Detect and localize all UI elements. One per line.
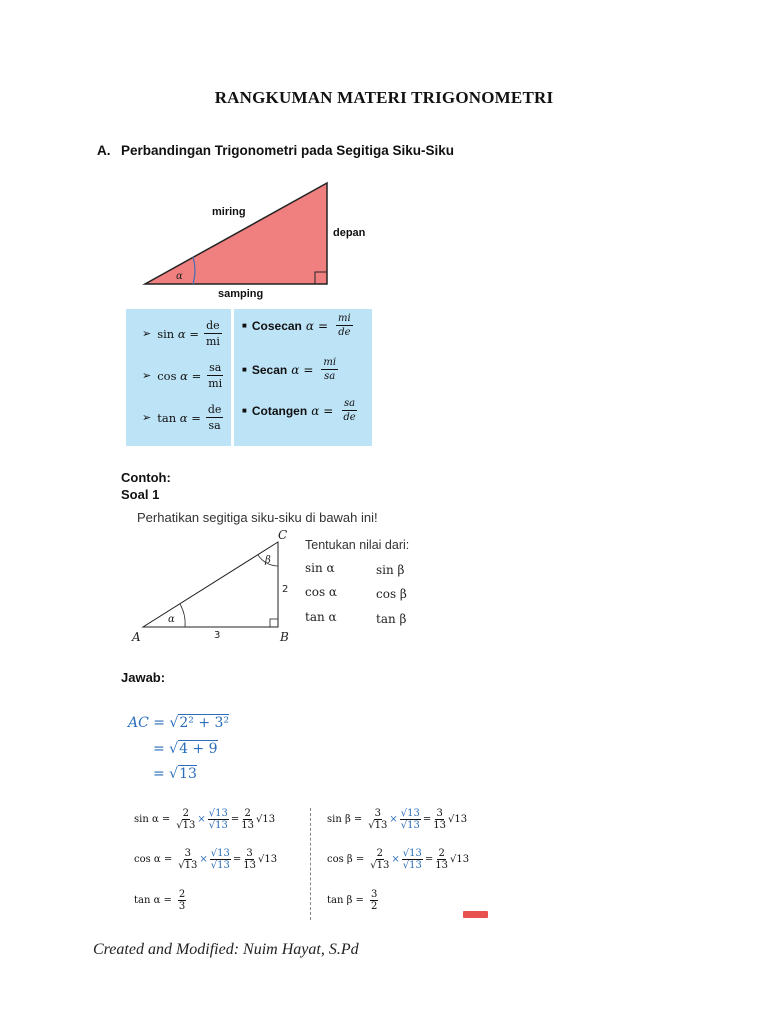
n: 3: [370, 889, 378, 900]
frac-num: mi: [323, 357, 337, 368]
vertex-c-label: C: [278, 528, 288, 542]
solution-sin-beta: [327, 808, 467, 831]
ac-line-3: = √13: [153, 766, 197, 782]
d: 2: [370, 901, 378, 912]
footer-credit: Created and Modified: Nuim Hayat, S.Pd: [93, 941, 359, 958]
right-triangle-diagram: [140, 178, 340, 290]
angle-arc-alpha: [180, 604, 185, 627]
ratio-var: α: [311, 403, 320, 418]
page-title: RANGKUMAN MATERI TRIGONOMETRI: [214, 88, 554, 107]
sol-label: cos α =: [134, 854, 173, 865]
ratio-name: Secan: [251, 362, 288, 377]
ratio-name: Cosecan: [251, 318, 302, 333]
sol-frac-1: [178, 889, 186, 912]
square-bullet: ■: [242, 365, 247, 374]
answer-heading: Jawab:: [121, 670, 166, 685]
ac-radicand: 4 + 9: [179, 741, 218, 757]
eq: =: [422, 814, 432, 825]
ratio-fraction: [206, 361, 224, 390]
frac-num: mi: [338, 313, 351, 324]
eq: =: [424, 854, 434, 865]
arrow-bullet: ➢: [142, 327, 152, 340]
ratio-var: α: [305, 318, 314, 333]
d: √13: [402, 860, 422, 871]
sol-frac-3: [243, 848, 256, 871]
sol-frac-2: [210, 848, 231, 871]
ac-line-2: = √4 + 9: [153, 741, 218, 757]
ac-eq: =: [153, 741, 165, 757]
n: 3: [246, 848, 253, 859]
ratio-var: α: [179, 410, 188, 425]
ratio-fraction: [341, 398, 357, 423]
ask-sin-alpha: sin α: [305, 561, 335, 575]
vertex-a-label: A: [132, 630, 141, 644]
square-bullet: ■: [242, 321, 247, 330]
d: 3: [178, 901, 186, 912]
ratio-name: Cotangen: [251, 403, 308, 418]
ac-lhs: AC: [128, 715, 149, 731]
sol-frac-3: [433, 808, 446, 831]
n: 3: [374, 808, 382, 819]
ac-eq: =: [153, 715, 166, 731]
n: 3: [184, 848, 191, 859]
right-angle-mark-b: [270, 619, 278, 627]
square-bullet: ■: [242, 406, 247, 415]
triangle-shape: [145, 183, 327, 284]
sin-ratio: [142, 319, 222, 348]
sol-label: cos β =: [327, 854, 365, 865]
soal-heading: Soal 1: [121, 487, 160, 502]
solution-cos-beta: [327, 848, 469, 871]
frac-num: sa: [343, 398, 356, 409]
surd: √13: [256, 814, 276, 825]
ac-radicand: 13: [179, 766, 197, 782]
d: 13: [241, 820, 254, 831]
solution-tan-alpha: [134, 889, 188, 912]
side-ab-label: 3: [214, 630, 221, 641]
times: ×: [391, 854, 400, 865]
ratio-var: α: [291, 362, 300, 377]
times: ×: [199, 854, 208, 865]
n: 2: [438, 848, 445, 859]
d: 13: [435, 860, 449, 871]
sol-frac-1: [370, 848, 389, 871]
frac-num: sa: [209, 361, 222, 374]
sol-frac-2: [400, 808, 421, 831]
times: ×: [197, 814, 206, 825]
angle-alpha-label: α: [168, 614, 175, 625]
label-miring: miring: [212, 206, 246, 218]
ask-tan-alpha: tan α: [305, 610, 337, 624]
ratio-fraction: [206, 403, 224, 432]
d: √13: [176, 820, 196, 831]
d: √13: [400, 820, 420, 831]
frac-num: de: [206, 319, 220, 332]
n: √13: [208, 808, 228, 819]
n: √13: [400, 808, 420, 819]
ratio-name: sin: [157, 326, 175, 341]
solution-sin-alpha: [134, 808, 275, 831]
sol-frac-1: [370, 889, 378, 912]
ask-tan-beta: tan β: [376, 612, 407, 626]
n: 2: [182, 808, 189, 819]
arrow-bullet: ➢: [142, 369, 152, 382]
cos-ratio: [142, 361, 224, 390]
ratio-var: α: [177, 326, 186, 341]
sol-frac-2: [402, 848, 423, 871]
sol-frac-3: [435, 848, 448, 871]
solution-tan-beta: [327, 889, 380, 912]
frac-num: de: [207, 403, 222, 416]
frac-den: de: [343, 412, 356, 423]
d: √13: [208, 820, 228, 831]
d: 13: [243, 860, 256, 871]
ac-radicand: 2² + 3²: [179, 715, 230, 731]
vertex-b-label: B: [280, 630, 289, 644]
surd: √13: [257, 854, 278, 865]
sol-frac-2: [208, 808, 229, 831]
times: ×: [389, 814, 398, 825]
section-text: Perbandingan Trigonometri pada Segitiga Siku-Siku: [121, 143, 455, 158]
n: 2: [178, 889, 186, 900]
n: 2: [244, 808, 251, 819]
frac-den: de: [338, 327, 351, 338]
solution-cos-alpha: [134, 848, 277, 871]
problem-text: Perhatikan segitiga siku-siku di bawah ini!: [137, 510, 378, 525]
label-samping: samping: [218, 288, 264, 300]
triangle-abc-diagram: [128, 525, 298, 647]
surd: √13: [448, 814, 468, 825]
arrow-bullet: ➢: [142, 411, 152, 424]
frac-den: sa: [324, 371, 336, 382]
n: √13: [402, 848, 422, 859]
sol-frac-1: [178, 848, 197, 871]
d: 13: [433, 820, 447, 831]
section-heading: [97, 143, 454, 158]
ratio-eq: =: [191, 368, 202, 383]
ratio-name: tan: [157, 410, 177, 425]
frac-den: sa: [208, 419, 221, 432]
ratio-eq: =: [317, 318, 329, 333]
n: 3: [436, 808, 443, 819]
n: √13: [210, 848, 230, 859]
surd: √13: [450, 854, 470, 865]
ratio-fraction: [336, 313, 353, 338]
section-letter: A.: [97, 143, 111, 158]
sol-label: tan α =: [134, 895, 172, 906]
triangle-abc-shape: [143, 542, 278, 627]
cotangen-ratio: [242, 398, 358, 423]
ask-cos-alpha: cos α: [305, 585, 338, 599]
d: √13: [370, 860, 390, 871]
sol-frac-1: [176, 808, 195, 831]
label-depan: depan: [333, 227, 366, 239]
ask-cos-beta: cos β: [376, 587, 407, 601]
cosecan-ratio: [242, 313, 353, 338]
ratio-name: cos: [157, 368, 177, 383]
tan-ratio: [142, 403, 223, 432]
ac-eq: =: [153, 766, 165, 782]
secan-ratio: [242, 357, 338, 382]
sol-label: sin α =: [134, 814, 171, 825]
angle-beta-label: β: [265, 555, 271, 566]
d: √13: [178, 860, 198, 871]
angle-alpha-label: α: [176, 271, 183, 282]
ratio-fraction: [321, 357, 338, 382]
sol-label: sin β =: [327, 814, 363, 825]
side-bc-label: 2: [282, 584, 289, 595]
ratio-eq: =: [323, 403, 334, 418]
frac-den: mi: [208, 377, 223, 390]
ask-text: Tentukan nilai dari:: [305, 538, 410, 552]
red-mark: [463, 911, 488, 918]
sol-frac-3: [241, 808, 254, 831]
solutions-divider: [310, 808, 311, 920]
ratio-var: α: [180, 368, 188, 383]
eq: =: [230, 814, 240, 825]
d: √13: [368, 820, 388, 831]
frac-den: mi: [205, 335, 220, 348]
example-heading: Contoh:: [121, 470, 171, 485]
ac-line-1: AC = √2² + 3²: [128, 715, 230, 731]
ratio-eq: =: [191, 410, 201, 425]
ratio-eq: =: [303, 362, 314, 377]
sol-frac-1: [368, 808, 387, 831]
d: √13: [210, 860, 230, 871]
n: 2: [376, 848, 384, 859]
eq: =: [232, 854, 242, 865]
sol-label: tan β =: [327, 895, 364, 906]
ask-sin-beta: sin β: [376, 563, 405, 577]
ratio-fraction: [204, 319, 222, 348]
ratio-eq: =: [189, 326, 199, 341]
